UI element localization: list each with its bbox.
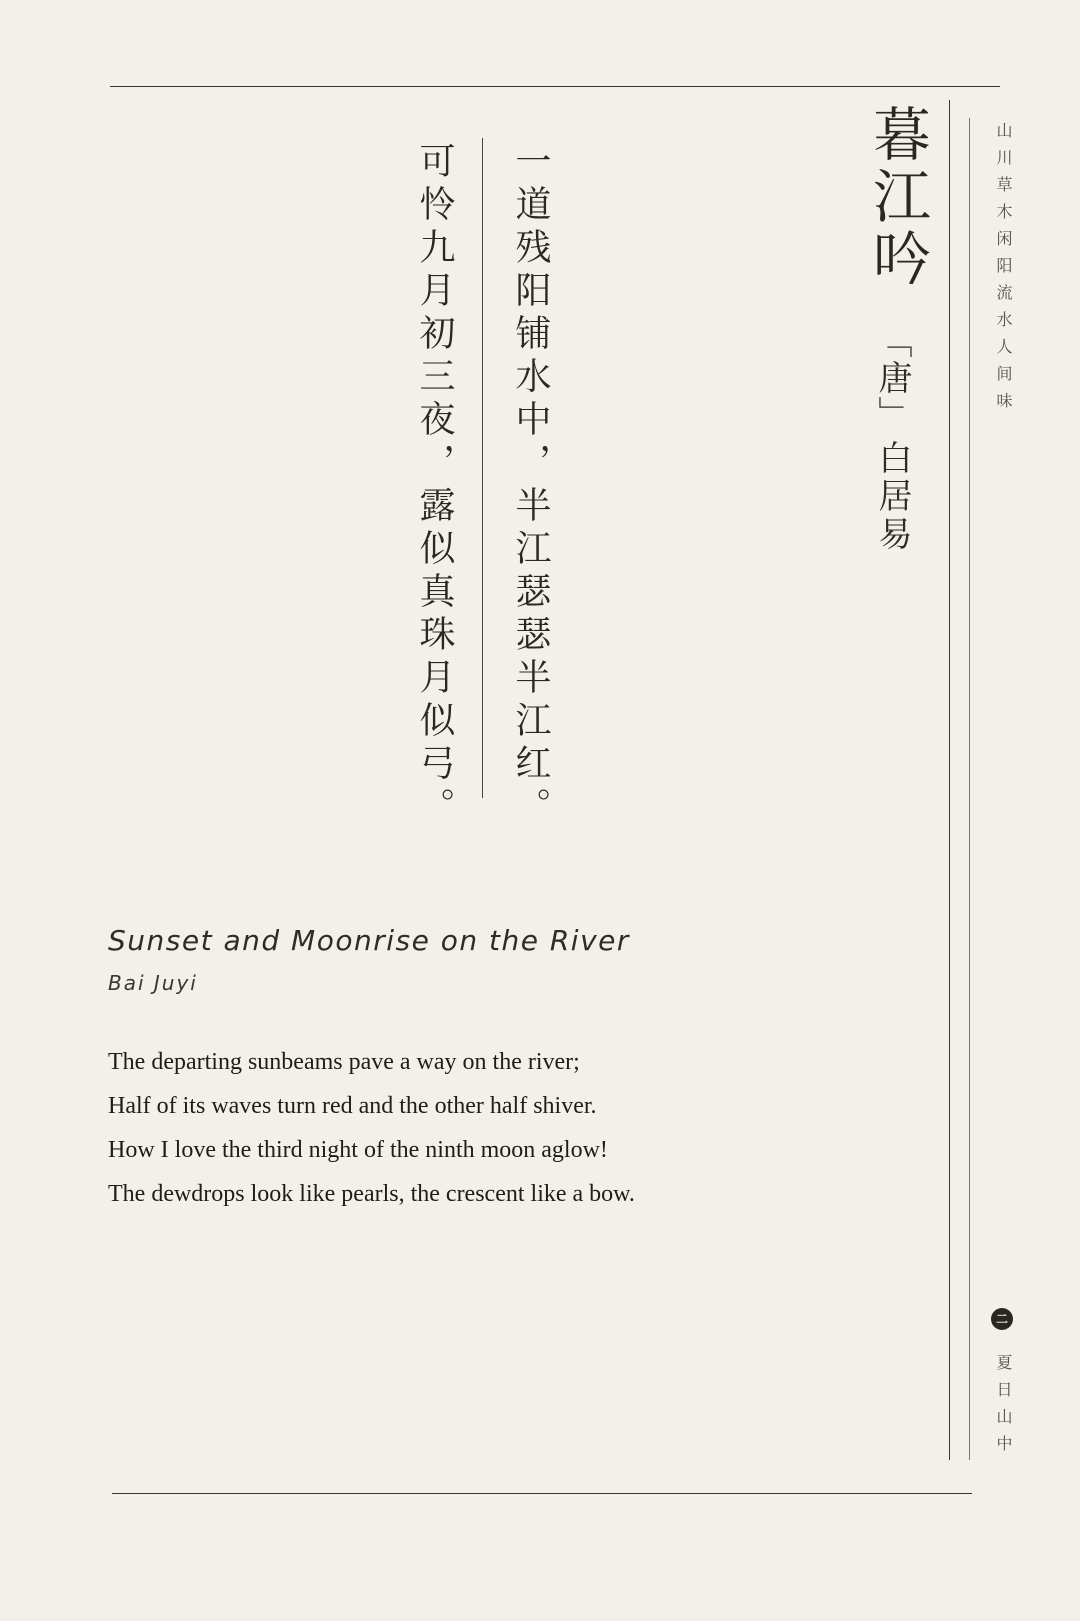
page-number-badge: 二 xyxy=(991,1308,1013,1330)
chinese-title: 暮江吟 xyxy=(863,104,931,290)
margin-rule-thin xyxy=(969,118,970,1460)
bottom-rule xyxy=(112,1493,972,1494)
english-title: Sunset and Moonrise on the River xyxy=(108,924,630,957)
english-poem-line: Half of its waves turn red and the other half shiver. xyxy=(108,1093,597,1119)
section-label: 夏日山中 xyxy=(994,1354,1013,1462)
chinese-dynasty: 「唐」 xyxy=(872,324,912,432)
english-poem xyxy=(108,1040,635,1216)
english-poem-line: The departing sunbeams pave a way on the river; xyxy=(108,1049,580,1075)
margin-rule xyxy=(949,100,950,1460)
poem-column-divider xyxy=(482,138,483,798)
english-poem-line: How I love the third night of the ninth moon aglow! xyxy=(108,1137,608,1163)
top-rule xyxy=(110,86,1000,87)
english-author: Bai Juyi xyxy=(108,971,198,995)
chinese-author: 白居易 xyxy=(872,440,912,554)
side-column-text: 山川草木闲阳流水人间味 xyxy=(994,122,1013,419)
chinese-poem-line: 可怜九月初三夜，露似真珠月似弓。 xyxy=(414,142,455,830)
chinese-poem-line: 一道残阳铺水中，半江瑟瑟半江红。 xyxy=(510,142,551,830)
english-poem-line: The dewdrops look like pearls, the crescent like a bow. xyxy=(108,1181,635,1207)
